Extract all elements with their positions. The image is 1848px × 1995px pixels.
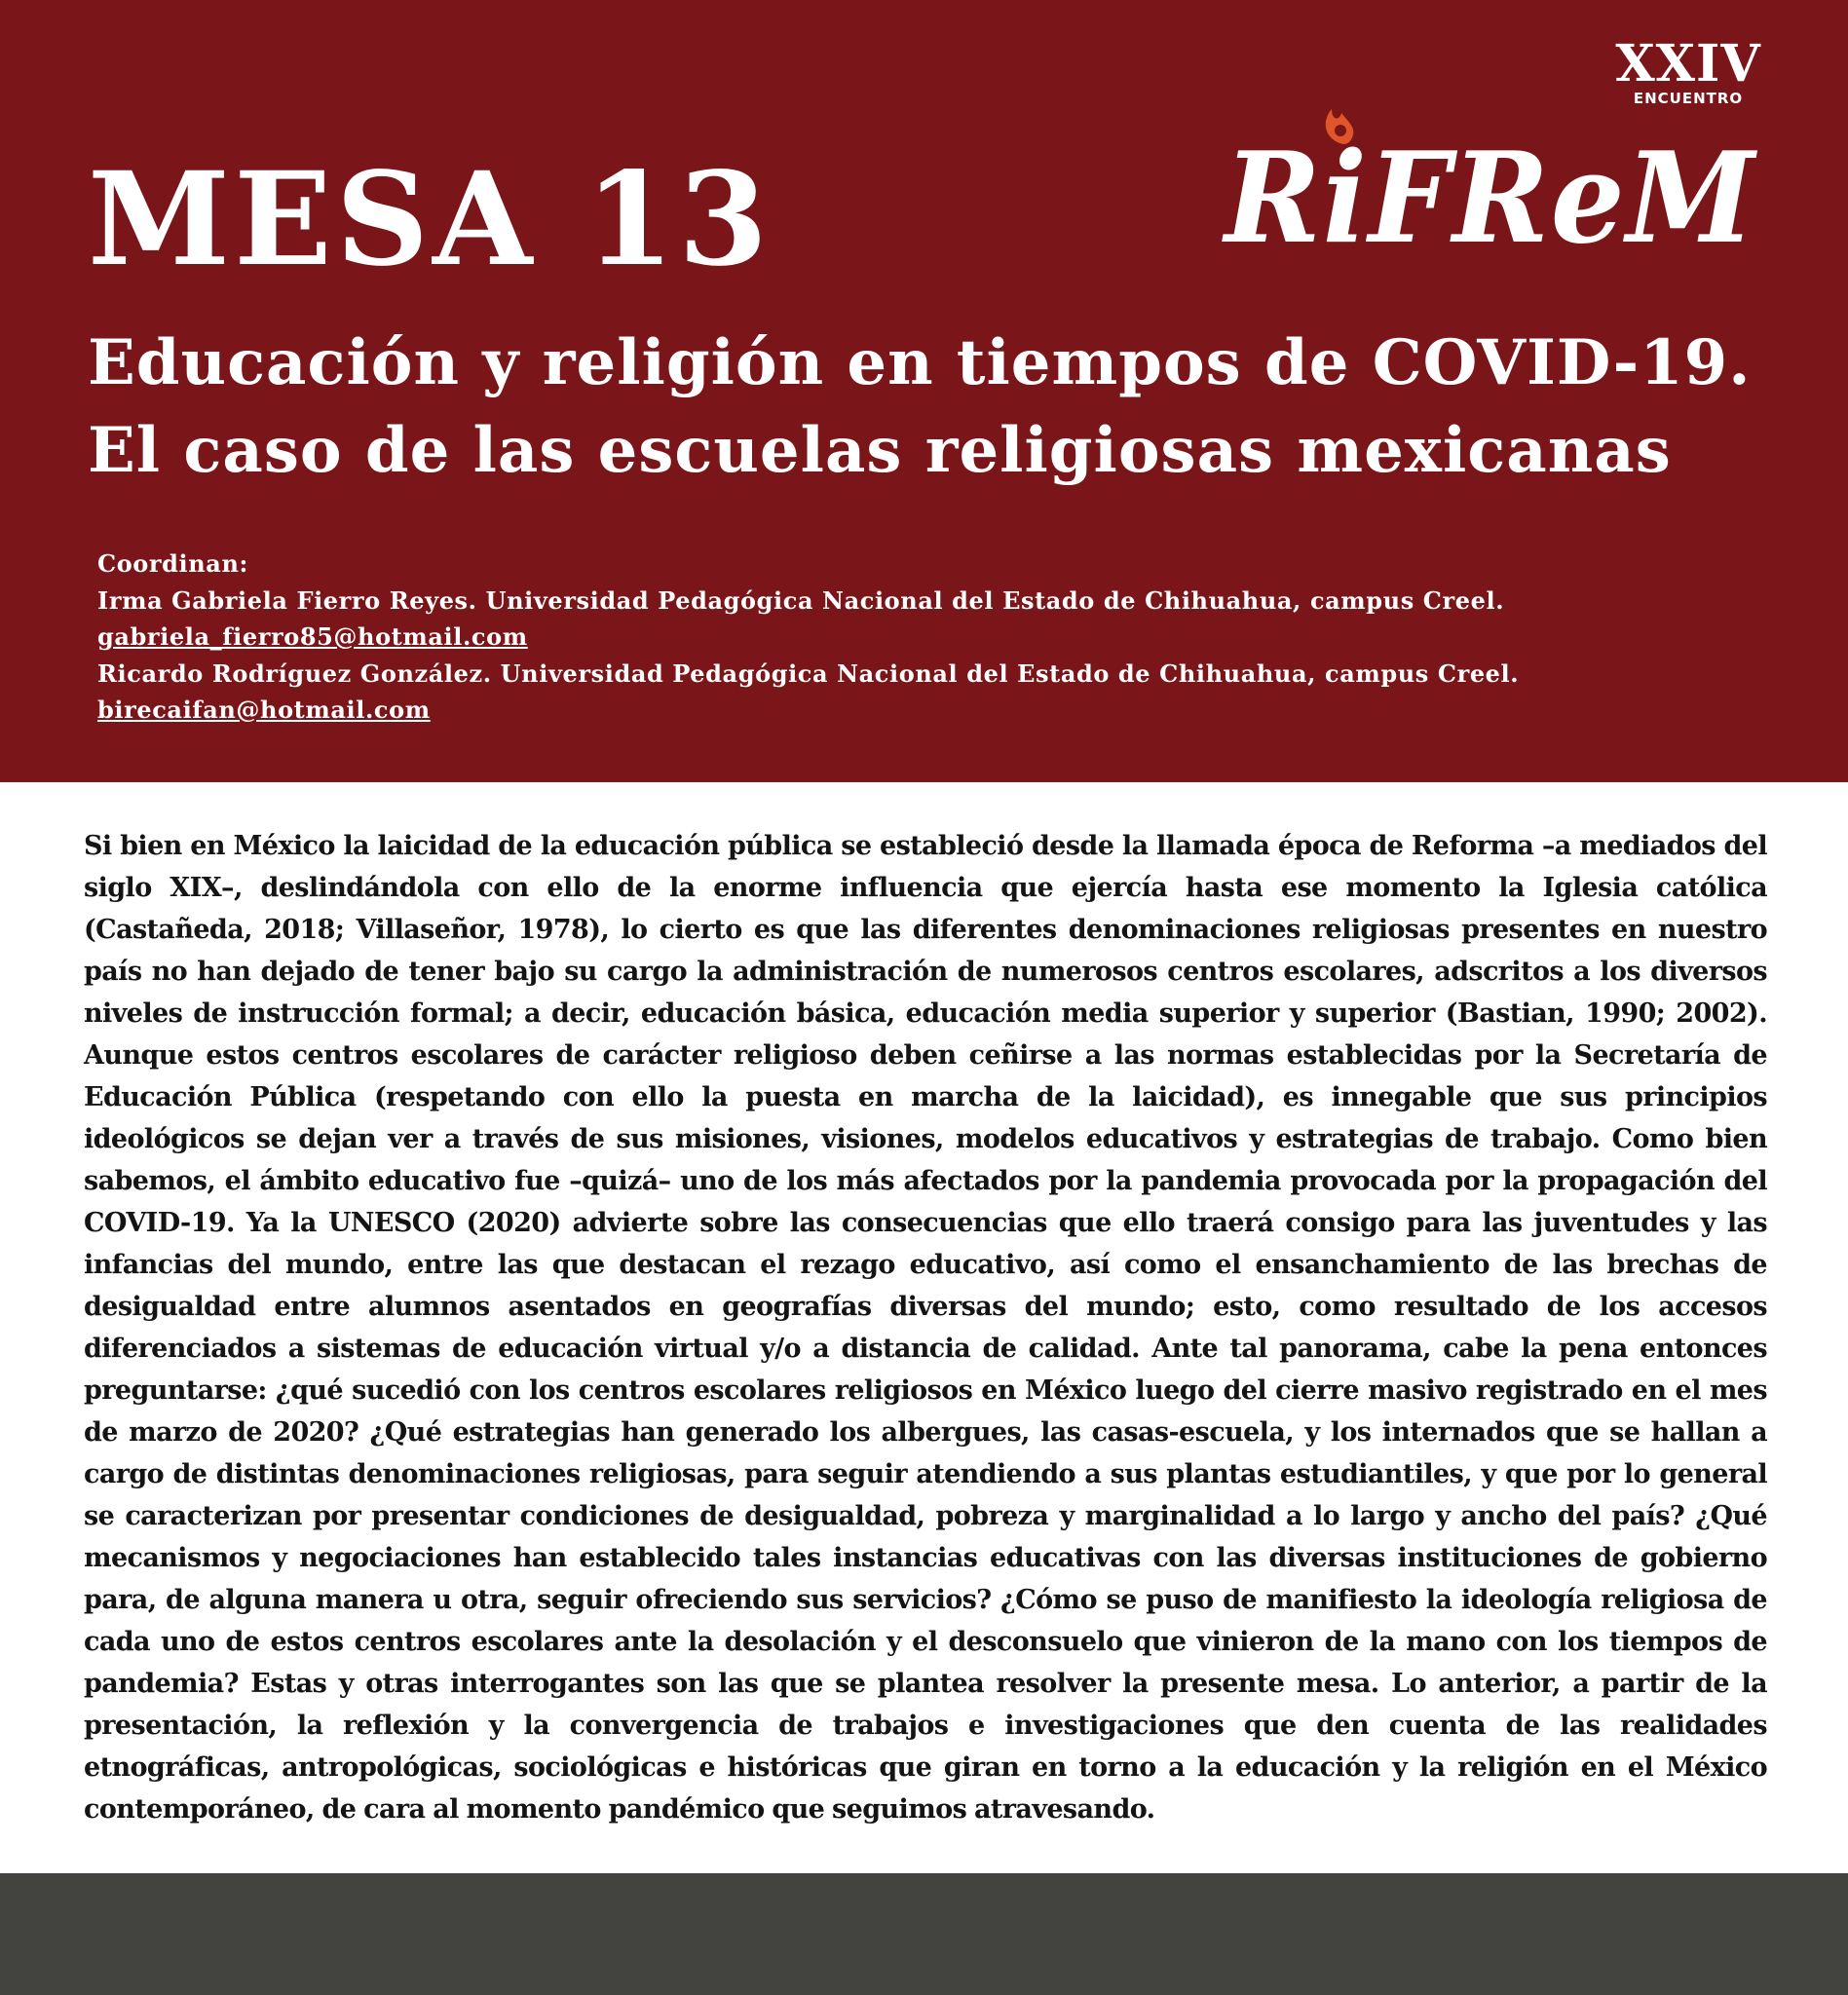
logo-wordmark: RiFReM [1222, 126, 1758, 253]
coordinators-label: Coordinan: [97, 549, 248, 578]
session-subtitle [88, 320, 1802, 495]
edition-badge [1610, 34, 1766, 107]
subtitle-line-1: Educación y religión en tiempos de COVID-19. [88, 326, 1752, 399]
subtitle-line-2: El caso de las escuelas religiosas mexicanas [88, 414, 1672, 487]
abstract-paragraph: Si bien en México la laicidad de la educación pública se estableció desde la llamada época de Reforma –a mediados del siglo XIX–, deslindándola con ello de la enorme influencia que ejercía hasta ese momento la Iglesia católica (Castañeda, 2018; Villaseñor, 1978), lo cierto es que las diferentes denominaciones religiosas presentes en nuestro país no han dejado de tener bajo su cargo la administración de numerosos centros escolares, adscritos a los diversos niveles de instrucción formal; a decir, educación básica, educación media superior y superior (Bastian, 1990; 2002). Aunque estos centros escolares de carácter religioso deben ceñirse a las normas establecidas por la Secretaría de Educación Pública (respetando con ello la puesta en marcha de la laicidad), es innegable que sus principios ideológicos se dejan ver a través de sus misiones, visiones, modelos educativos y estrategias de trabajo. Como bien sabemos, el ámbito educativo fue –quizá– uno de los más afectados por la pandemia provocada por la propagación del COVID-19. Ya la UNESCO (2020) advierte sobre las consecuencias que ello traerá consigo para las juventudes y las infancias del mundo, entre las que destacan el rezago educativo, así como el ensanchamiento de las brechas de desigualdad entre alumnos asentados en geografías diversas del mundo; esto, como resultado de los accesos diferenciados a sistemas de educación virtual y/o a distancia de calidad. Ante tal panorama, cabe la pena entonces preguntarse: ¿qué sucedió con los centros escolares religiosos en México luego del cierre masivo registrado en el mes de marzo de 2020? ¿Qué estrategias han generado los albergues, las casas-escuela, y los internados que se hallan a cargo de distintas denominaciones religiosas, para seguir atendiendo a sus plantas estudiantiles, y que por lo general se caracterizan por presentar condiciones de desigualdad, pobreza y marginalidad a lo largo y ancho del país? ¿Qué mecanismos y negociaciones han establecido tales instancias educativas con las diversas instituciones de gobierno para, de alguna manera u otra, seguir ofreciendo sus servicios? ¿Cómo se puso de manifiesto la ideología religiosa de cada uno de estos centros escolares ante la desolación y el desconsuelo que vinieron de la mano con los tiempos de pandemia? Estas y otras interrogantes son las que se plantea resolver la presente mesa. Lo anterior, a partir de la presentación, la reflexión y la convergencia de trabajos e investigaciones que den cuenta de las realidades etnográficas, antropológicas, sociológicas e históricas que giran en torno a la educación y la religión en el México contemporáneo, de cara al momento pandémico que seguimos atravesando. [84, 831, 1767, 1825]
edition-number: XXIV [1615, 34, 1761, 94]
coordinator-1-affiliation: Irma Gabriela Fierro Reyes. Universidad Pedagógica Nacional del Estado de Chihuahua, campus Creel. [97, 585, 1505, 615]
rifrem-logo-graphic [1219, 97, 1764, 253]
header-banner [0, 0, 1848, 782]
footer-bar [0, 1873, 1848, 1995]
coordinator-2-affiliation: Ricardo Rodríguez González. Universidad Pedagógica Nacional del Estado de Chihuahua, campus Creel. [97, 659, 1520, 688]
rifrem-logo [1219, 97, 1764, 253]
edition-label: ENCUENTRO [1633, 90, 1744, 107]
mesa-title: MESA 13 [88, 144, 773, 295]
coordinator-2-email-link[interactable]: birecaifan@hotmail.com [97, 696, 431, 724]
coordinator-1-email-link[interactable]: gabriela_fierro85@hotmail.com [97, 622, 528, 651]
coordinators-block [97, 546, 1519, 729]
